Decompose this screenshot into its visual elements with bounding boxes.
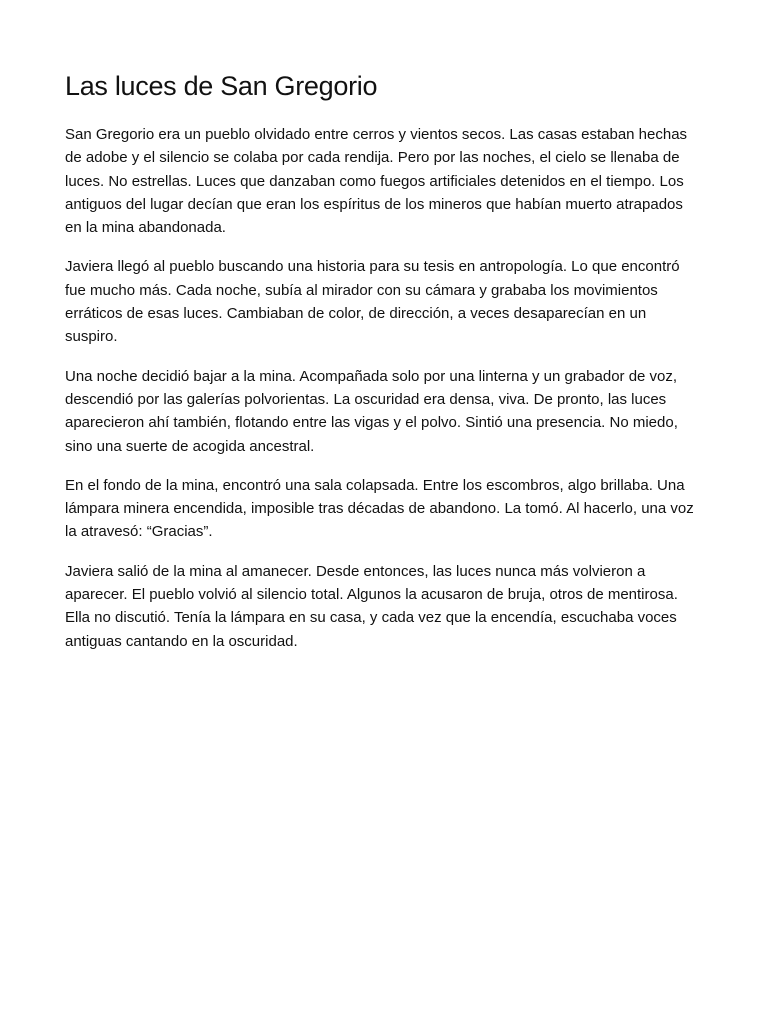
paragraph-4: En el fondo de la mina, encontró una sala colapsada. Entre los escombros, algo brillaba. Una lámpara minera encendida, imposible tras décadas de abandono. La tomó. Al hacerlo, una voz la atravesó: “Gracias”.: [65, 476, 694, 541]
paragraph-3: Una noche decidió bajar a la mina. Acompañada solo por una linterna y un grabador de voz, descendió por las galerías polvorientas. La oscuridad era densa, viva. De pronto, las luces aparecieron ahí también, flotando entre las vigas y el polvo. Sintió una presencia. No miedo, sino una suerte de acogida ancestral.: [65, 367, 678, 455]
paragraph-5: Javiera salió de la mina al amanecer. Desde entonces, las luces nunca más volvieron a aparecer. El pueblo volvió al silencio total. Algunos la acusaron de bruja, otros de mentirosa. Ella no discutió. Tenía la lámpara en su casa, y cada vez que la encendía, escuchaba voces antiguas cantando en la oscuridad.: [65, 562, 678, 650]
page-title: Las luces de San Gregorio: [65, 71, 378, 101]
paragraph-1: San Gregorio era un pueblo olvidado entre cerros y vientos secos. Las casas estaban hechas de adobe y el silencio se colaba por cada rendija. Pero por las noches, el cielo se llenaba de luces. No estrellas. Luces que danzaban como fuegos artificiales detenidos en el tiempo. Los antiguos del lugar decían que eran los espíritus de los mineros que habían muerto atrapados en la mina abandonada.: [65, 126, 688, 237]
paragraph-2: Javiera llegó al pueblo buscando una historia para su tesis en antropología. Lo que encontró fue mucho más. Cada noche, subía al mirador con su cámara y grababa los movimientos erráticos de esas luces. Cambiaban de color, de dirección, a veces desaparecían en un suspiro.: [65, 258, 680, 346]
